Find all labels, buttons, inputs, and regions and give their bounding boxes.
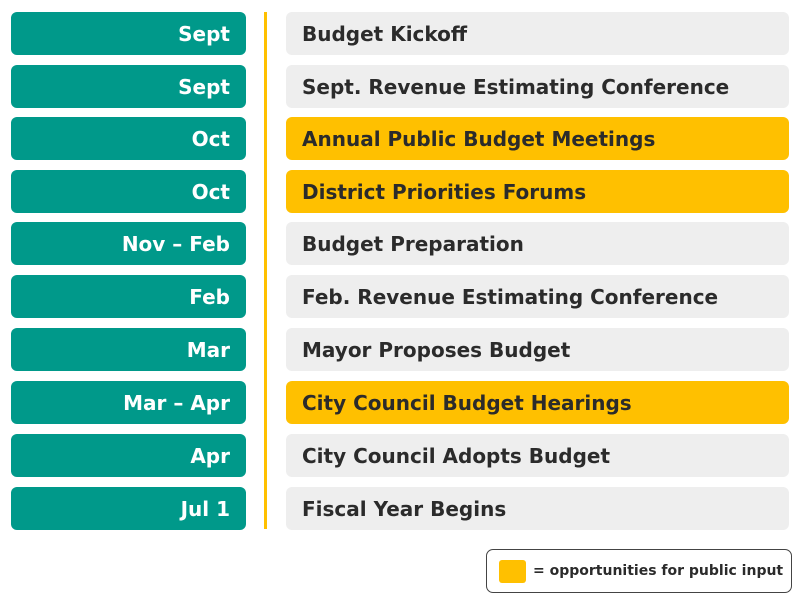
timeline-date: Mar – Apr bbox=[11, 381, 246, 424]
timeline-date: Sept bbox=[11, 12, 246, 55]
timeline-date: Oct bbox=[11, 170, 246, 213]
timeline-event: City Council Budget Hearings bbox=[286, 381, 789, 424]
timeline-date: Nov – Feb bbox=[11, 222, 246, 265]
timeline-row bbox=[0, 434, 807, 477]
timeline-date: Apr bbox=[11, 434, 246, 477]
timeline-row bbox=[0, 487, 807, 530]
timeline-row bbox=[0, 381, 807, 424]
timeline-row bbox=[0, 65, 807, 108]
timeline-event: District Priorities Forums bbox=[286, 170, 789, 213]
timeline-event: Mayor Proposes Budget bbox=[286, 328, 789, 371]
timeline-event: Budget Kickoff bbox=[286, 12, 789, 55]
timeline-date: Jul 1 bbox=[11, 487, 246, 530]
timeline-event: Sept. Revenue Estimating Conference bbox=[286, 65, 789, 108]
timeline-row bbox=[0, 170, 807, 213]
timeline-event: Annual Public Budget Meetings bbox=[286, 117, 789, 160]
timeline-row bbox=[0, 117, 807, 160]
timeline-date: Mar bbox=[11, 328, 246, 371]
timeline-event: City Council Adopts Budget bbox=[286, 434, 789, 477]
timeline-date: Sept bbox=[11, 65, 246, 108]
timeline-row bbox=[0, 222, 807, 265]
timeline-row bbox=[0, 12, 807, 55]
timeline-event: Feb. Revenue Estimating Conference bbox=[286, 275, 789, 318]
timeline-date: Feb bbox=[11, 275, 246, 318]
timeline-row bbox=[0, 275, 807, 318]
timeline-row bbox=[0, 328, 807, 371]
legend-swatch bbox=[499, 560, 526, 583]
legend-label: = opportunities for public input bbox=[533, 563, 784, 579]
legend bbox=[486, 549, 792, 593]
timeline-date: Oct bbox=[11, 117, 246, 160]
timeline-event: Budget Preparation bbox=[286, 222, 789, 265]
timeline-event: Fiscal Year Begins bbox=[286, 487, 789, 530]
